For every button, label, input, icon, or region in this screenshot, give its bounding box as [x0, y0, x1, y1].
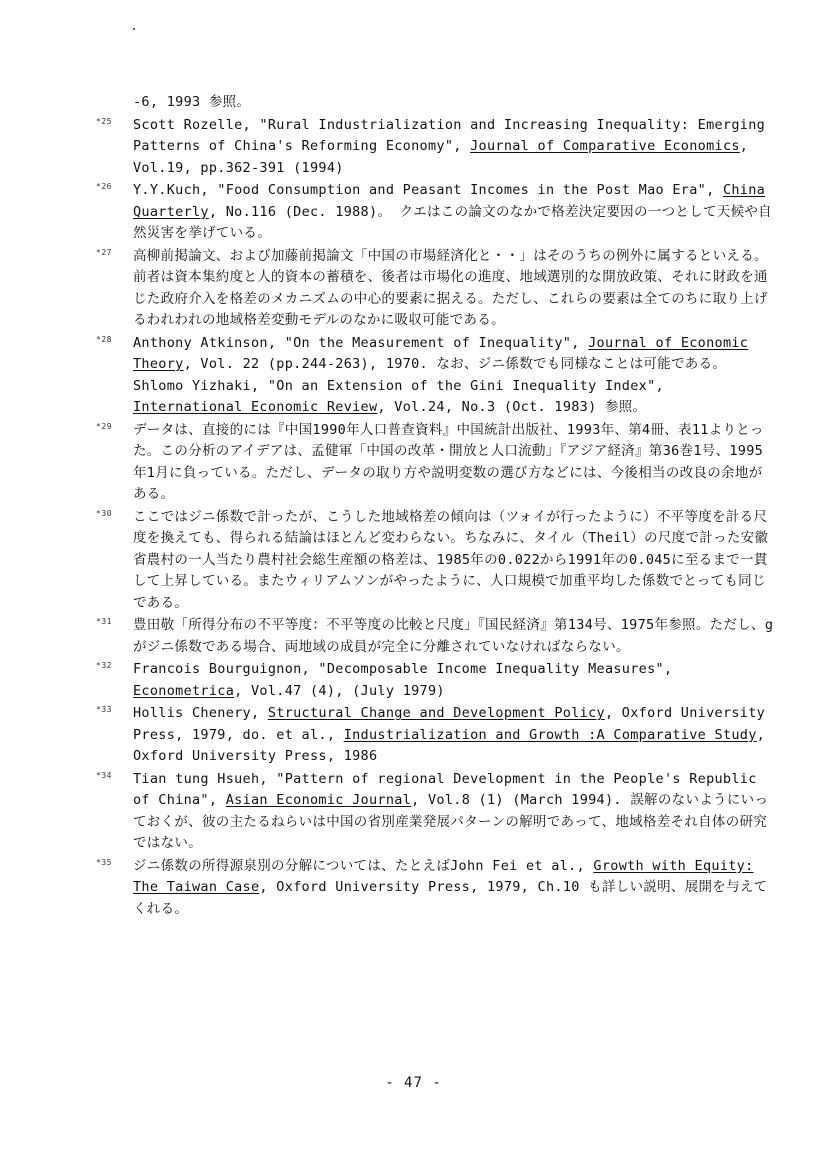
footnote-text: Scott Rozelle, "Rural Industrialization and Increasing Inequality: Emerging Patterns of China's Reforming Economy", — [133, 116, 766, 154]
footnote-text: , Vol.19, pp.362-391 (1994) — [133, 138, 749, 176]
footnote-text: , Vol. 22 (pp.244-263), 1970. なお、ジニ係数でも同様なことは可能である。Shlomo Yizhaki, "On an Extension of the Gini Inequality Index", — [133, 356, 727, 394]
footnote-marker: *33 — [96, 705, 112, 714]
footnote — [96, 615, 776, 658]
footnote — [96, 659, 776, 702]
footnote-marker: *35 — [96, 857, 112, 867]
footnote-text: Anthony Atkinson, "On the Measurement of Inequality", — [133, 334, 589, 351]
footnote — [96, 180, 776, 245]
footnote-title: Journal of Comparative Economics — [470, 138, 740, 154]
footnote — [96, 420, 776, 506]
footnote — [96, 246, 776, 332]
footnote-text: 高柳前掲論文、および加藤前掲論文「中国の市場経済化と・・」はそのうちの例外に属するといえる。前者は資本集約度と人的資本の蓄積を、後者は市場化の進度、地域選別的な開放政策、それに財政を通じた政府介入を格差のメカニズムの中心的要素に据える。ただし、これらの要素は全てのちに取り上げるわれわれの地域格差変動モデルのなかに吸収可能である。 — [133, 247, 768, 328]
footnote-text: Y.Y.Kuch, "Food Consumption and Peasant Incomes in the Post Mao Era", — [133, 182, 723, 198]
footnote-text: ジニ係数の所得源泉別の分解については、たとえばJohn Fei et al., — [133, 857, 594, 874]
footnote-text: , No.116 (Dec. 1988)。 クエはこの論文のなかで格差決定要因の一つとして天候や自然災害を挙げている。 — [133, 203, 772, 241]
footnote-text: Francois Bourguignon, "Decomposable Income Inequality Measures", — [133, 661, 673, 677]
footnote-text: , Oxford University Press, 1986 — [133, 726, 766, 764]
page-number: - 47 - — [385, 1075, 442, 1091]
footnote-marker: *29 — [96, 421, 112, 431]
footnote — [96, 507, 776, 615]
footnote-list — [96, 115, 776, 921]
footnote — [96, 856, 776, 921]
footnote-text: , Vol.47 (4), (July 1979) — [234, 682, 445, 699]
footnote-text: データは、直接的には『中国1990年人口普查資料』中国統計出版社、1993年、第4冊、表11よりとった。この分析のアイデアは、孟健軍「中国の改革・開放と人口流動」『アジア経済』第36巻1号、1995年1月に負っている。ただし、データの取り方や説明変数の選び方などには、今後相当の改良の余地がある。 — [133, 421, 764, 502]
footnote-text: 豊田敬「所得分布の不平等度：不平等度の比較と尺度」『国民経済』第134号、1975年参照。ただし、gがジニ係数である場合、両地域の成員が完全に分離されていなければならない。 — [133, 617, 774, 655]
footnote — [96, 769, 776, 855]
footnote-text: ここではジニ係数で計ったが、こうした地域格差の傾向は（ツォイが行ったように）不平等度を計る尺度を換えても、得られる結論はほとんど変わらない。ちなみに、タイル（Theil）の尺度で計った安徽省農村の一人当たり農村社会総生産額の格差は、1985年の0.022から1991年の0.045に至るまで一貫して上昇している。またウィリアムソンがやったように、人口規模で加重平均した係数でとっても同じである。 — [133, 508, 769, 611]
footnote-title: Growth with Equity: The Taiwan Case — [133, 857, 754, 895]
footnote-marker: *31 — [96, 617, 112, 626]
scan-speck — [133, 28, 135, 30]
footnote-title: Journal of Economic Theory — [133, 334, 749, 372]
footnote-text: , Vol.24, No.3 (Oct. 1983) 参照。 — [377, 399, 647, 415]
footnotes-page — [96, 92, 776, 920]
footnote-title: Structural Change and Development Policy — [267, 705, 605, 721]
footnote-marker: *26 — [96, 182, 112, 191]
footnote-title: Econometrica — [133, 682, 235, 699]
footnote — [96, 703, 776, 768]
footnote-text: Tian tung Hsueh, "Pattern of regional Development in the People's Republic of China", — [133, 770, 757, 808]
footnote-marker: *28 — [96, 334, 112, 344]
footnote-text: , Vol.8 (1) (March 1994). 誤解のないようにいっておくが、彼の主たるねらいは中国の省別産業発展パターンの解明であって、地域格差それ自体の研究ではない。 — [133, 792, 769, 851]
footnote-title: China Quarterly — [133, 182, 766, 220]
footnote-marker: *32 — [96, 661, 112, 670]
footnote-title: International Economic Review — [133, 399, 378, 415]
footnote-text: , Oxford University Press, 1979, Ch.10 も詳しい説明、展開を与えてくれる。 — [133, 879, 768, 917]
footnote-marker: *34 — [96, 770, 112, 780]
footnote — [96, 333, 776, 419]
footnote-marker: *27 — [96, 247, 112, 257]
footnote-marker: *30 — [96, 508, 112, 518]
footnote — [96, 115, 776, 180]
footnote-title: Asian Economic Journal — [225, 792, 412, 808]
continued-note-text: -6, 1993 参照。 — [133, 94, 251, 110]
footnote-text: Hollis Chenery, — [133, 705, 268, 721]
footnote-text: , Oxford University Press, 1979, do. et al., — [133, 705, 766, 743]
footnote-marker: *25 — [96, 116, 112, 126]
footnote-title: Industrialization and Growth :A Comparative Study — [343, 726, 757, 743]
